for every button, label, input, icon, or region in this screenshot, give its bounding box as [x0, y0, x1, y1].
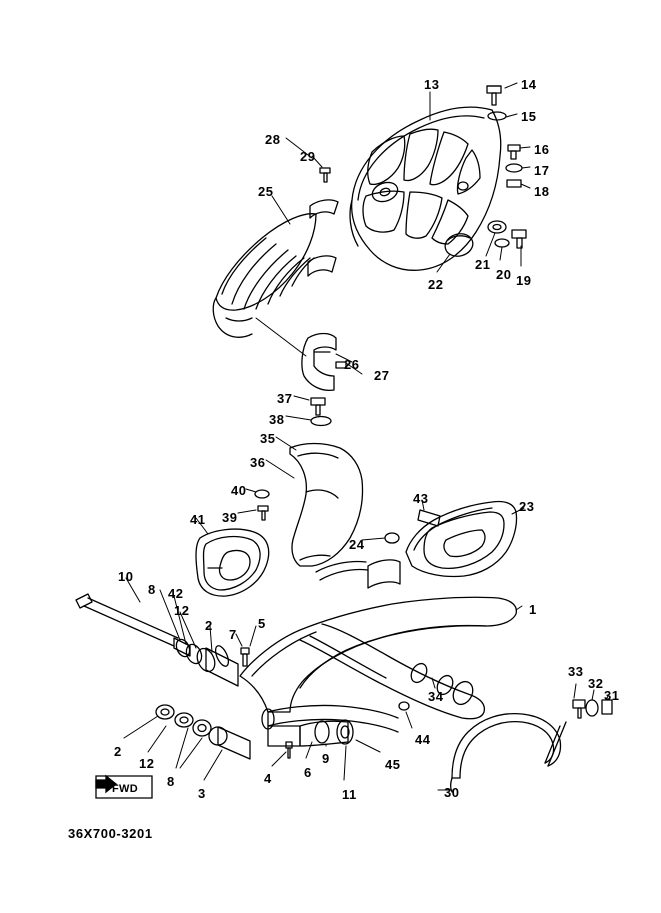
callout-9: 9 — [322, 751, 330, 766]
callout-21: 21 — [475, 257, 491, 272]
callout-17: 17 — [534, 163, 550, 178]
callout-19: 19 — [516, 273, 532, 288]
callout-11: 11 — [342, 787, 357, 802]
callout-12-upper: 12 — [174, 603, 190, 618]
callout-20: 20 — [496, 267, 512, 282]
callout-12-lower: 12 — [139, 756, 155, 771]
callout-13: 13 — [424, 77, 440, 92]
callout-44: 44 — [415, 732, 431, 747]
callout-6: 6 — [304, 765, 312, 780]
callout-36: 36 — [250, 455, 266, 470]
callout-14: 14 — [521, 77, 537, 92]
callout-42: 42 — [168, 586, 184, 601]
callout-7: 7 — [229, 627, 237, 642]
callout-24: 24 — [349, 537, 365, 552]
callout-29: 29 — [300, 149, 316, 164]
fwd-label: FWD — [112, 783, 138, 795]
callout-4: 4 — [264, 771, 272, 786]
callout-28: 28 — [265, 132, 281, 147]
callout-1: 1 — [529, 602, 537, 617]
callout-23: 23 — [519, 499, 535, 514]
callout-27: 27 — [374, 368, 390, 383]
callout-22: 22 — [428, 277, 444, 292]
callout-33: 33 — [568, 664, 584, 679]
callout-41: 41 — [190, 512, 206, 527]
callout-5: 5 — [258, 616, 266, 631]
callout-18: 18 — [534, 184, 550, 199]
callout-43: 43 — [413, 491, 429, 506]
callout-15: 15 — [521, 109, 537, 124]
callout-30: 30 — [444, 785, 460, 800]
callout-8-lower: 8 — [167, 774, 175, 789]
callout-8-upper: 8 — [148, 582, 156, 597]
callout-16: 16 — [534, 142, 550, 157]
callout-45: 45 — [385, 757, 401, 772]
callout-34: 34 — [428, 689, 444, 704]
callout-32: 32 — [588, 676, 604, 691]
callout-26: 26 — [344, 357, 360, 372]
callout-37: 37 — [277, 391, 293, 406]
callout-38: 38 — [269, 412, 285, 427]
callout-10: 10 — [118, 569, 134, 584]
callout-35: 35 — [260, 431, 276, 446]
diagram-part-number: 36X700-3201 — [68, 826, 153, 841]
callout-31: 31 — [604, 688, 620, 703]
callout-2-lower: 2 — [114, 744, 122, 759]
callout-2-upper: 2 — [205, 618, 213, 633]
callout-25: 25 — [258, 184, 274, 199]
callout-40: 40 — [231, 483, 247, 498]
callout-3: 3 — [198, 786, 206, 801]
callout-39: 39 — [222, 510, 238, 525]
